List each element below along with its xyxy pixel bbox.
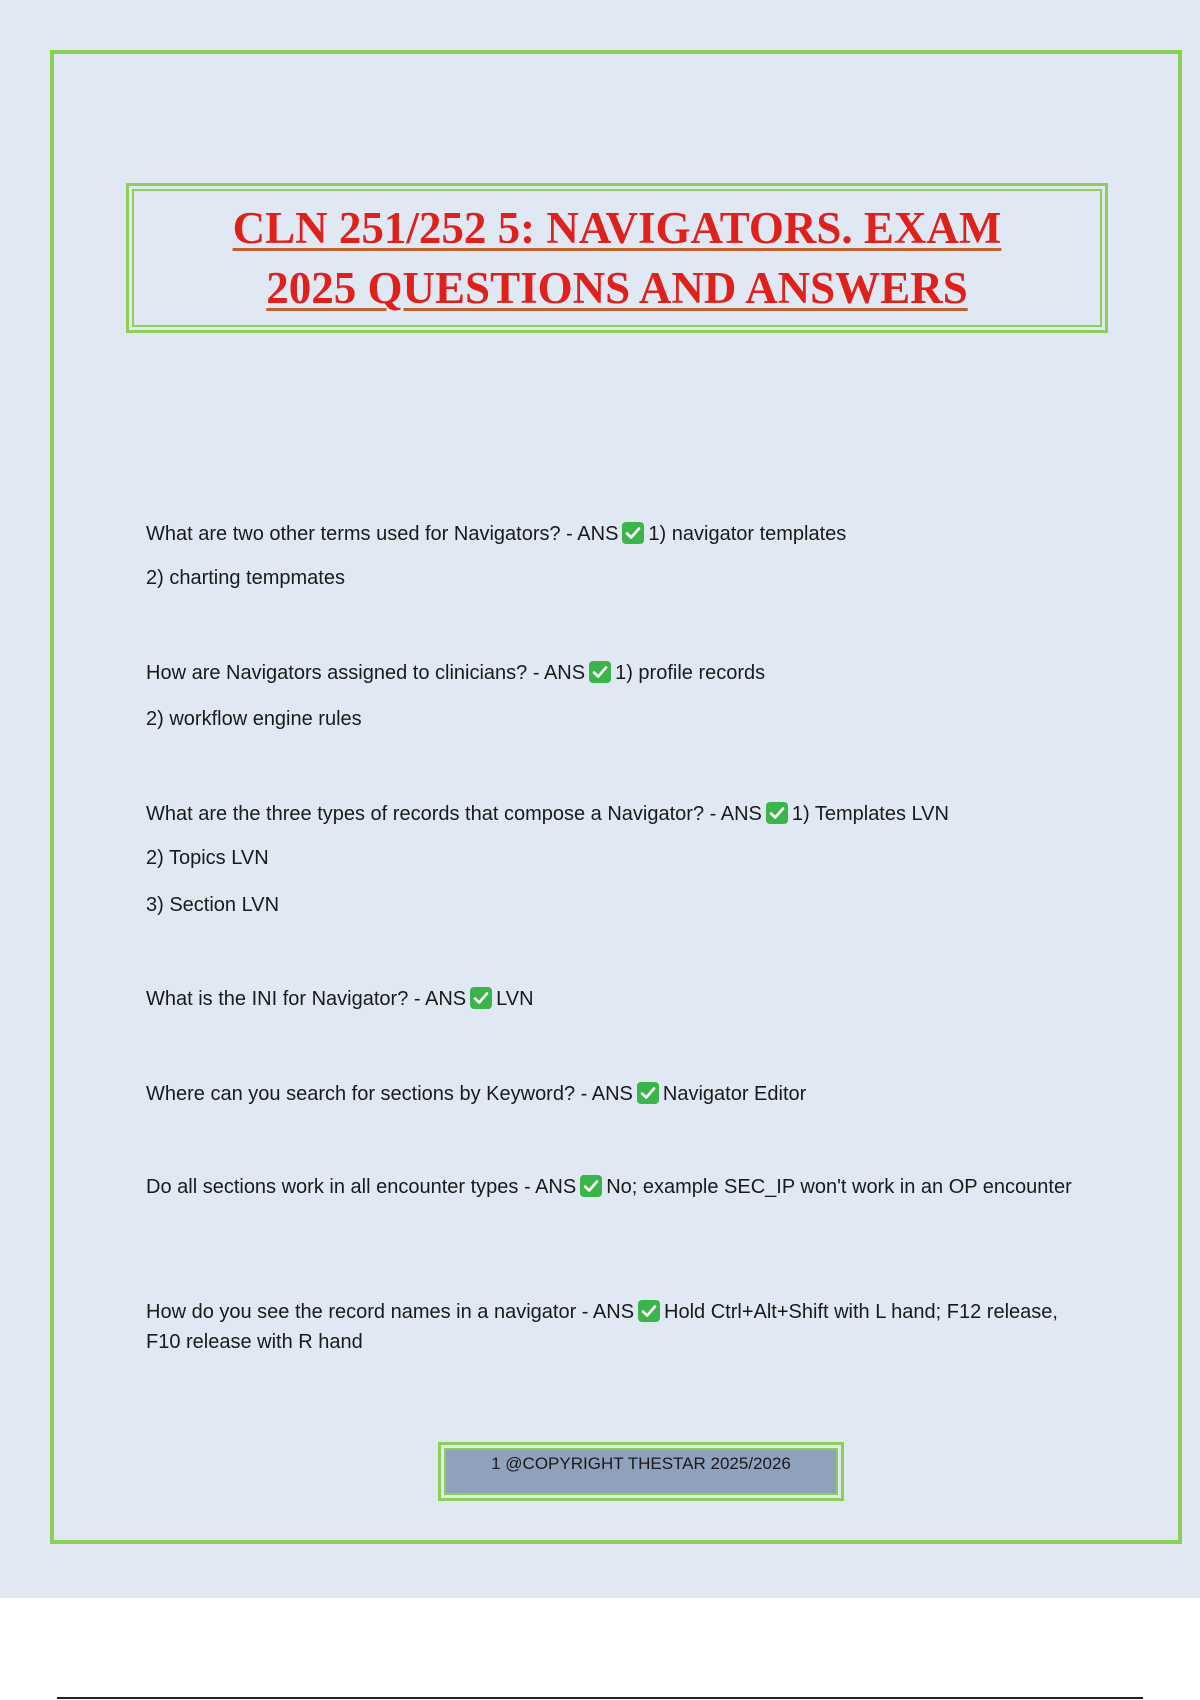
document-title-line-1: CLN 251/252 5: NAVIGATORS. EXAM — [232, 203, 1002, 253]
answer-text: Navigator Editor — [662, 1083, 807, 1105]
qa-question-line — [146, 520, 846, 548]
qa-question-line — [146, 1080, 806, 1108]
answer-text: 1) profile records — [615, 662, 766, 684]
copyright-footer-box — [438, 1442, 844, 1501]
check-mark-icon — [580, 1175, 602, 1197]
answer-text: Hold Ctrl+Alt+Shift with L hand; F12 release, F10 release with R hand — [146, 1301, 1058, 1353]
copyright-footer-text: 1 @COPYRIGHT THESTAR 2025/2026 — [444, 1448, 838, 1495]
answer-text: 2) workflow engine rules — [146, 708, 362, 730]
title-inner-border — [132, 189, 1102, 327]
answer-text: 1) navigator templates — [648, 523, 847, 545]
qa-question-line — [146, 659, 765, 687]
check-mark-icon — [470, 987, 492, 1009]
qa-question-line — [146, 985, 534, 1013]
question-text: What is the INI for Navigator? - ANS — [146, 988, 467, 1010]
question-text: How do you see the record names in a navigator - ANS — [146, 1301, 635, 1323]
check-mark-icon — [766, 802, 788, 824]
answer-text: No; example SEC_IP won't work in an OP encounter — [606, 1176, 1072, 1198]
answer-text: 2) charting tempmates — [146, 567, 345, 589]
answer-text: 2) Topics LVN — [146, 847, 269, 869]
question-text: How are Navigators assigned to clinicians? - ANS — [146, 662, 586, 684]
check-mark-icon — [622, 522, 644, 544]
question-text: What are two other terms used for Navigators? - ANS — [146, 523, 619, 545]
title-box — [126, 183, 1108, 333]
document-title-line-2: 2025 QUESTIONS AND ANSWERS — [266, 263, 968, 313]
question-text: Where can you search for sections by Keyword? - ANS — [146, 1083, 633, 1105]
check-mark-icon — [589, 661, 611, 683]
answer-text: 1) Templates LVN — [791, 803, 949, 825]
qa-question-line — [146, 800, 949, 828]
answer-text: LVN — [496, 988, 534, 1010]
check-mark-icon — [638, 1300, 660, 1322]
check-mark-icon — [637, 1082, 659, 1104]
page-divider — [57, 1697, 1143, 1699]
question-text: What are the three types of records that compose a Navigator? - ANS — [146, 803, 762, 825]
answer-text: 3) Section LVN — [146, 894, 280, 916]
qa-question-line — [146, 1297, 1076, 1357]
qa-question-line — [146, 1172, 1076, 1202]
question-text: Do all sections work in all encounter types - ANS — [146, 1176, 577, 1198]
